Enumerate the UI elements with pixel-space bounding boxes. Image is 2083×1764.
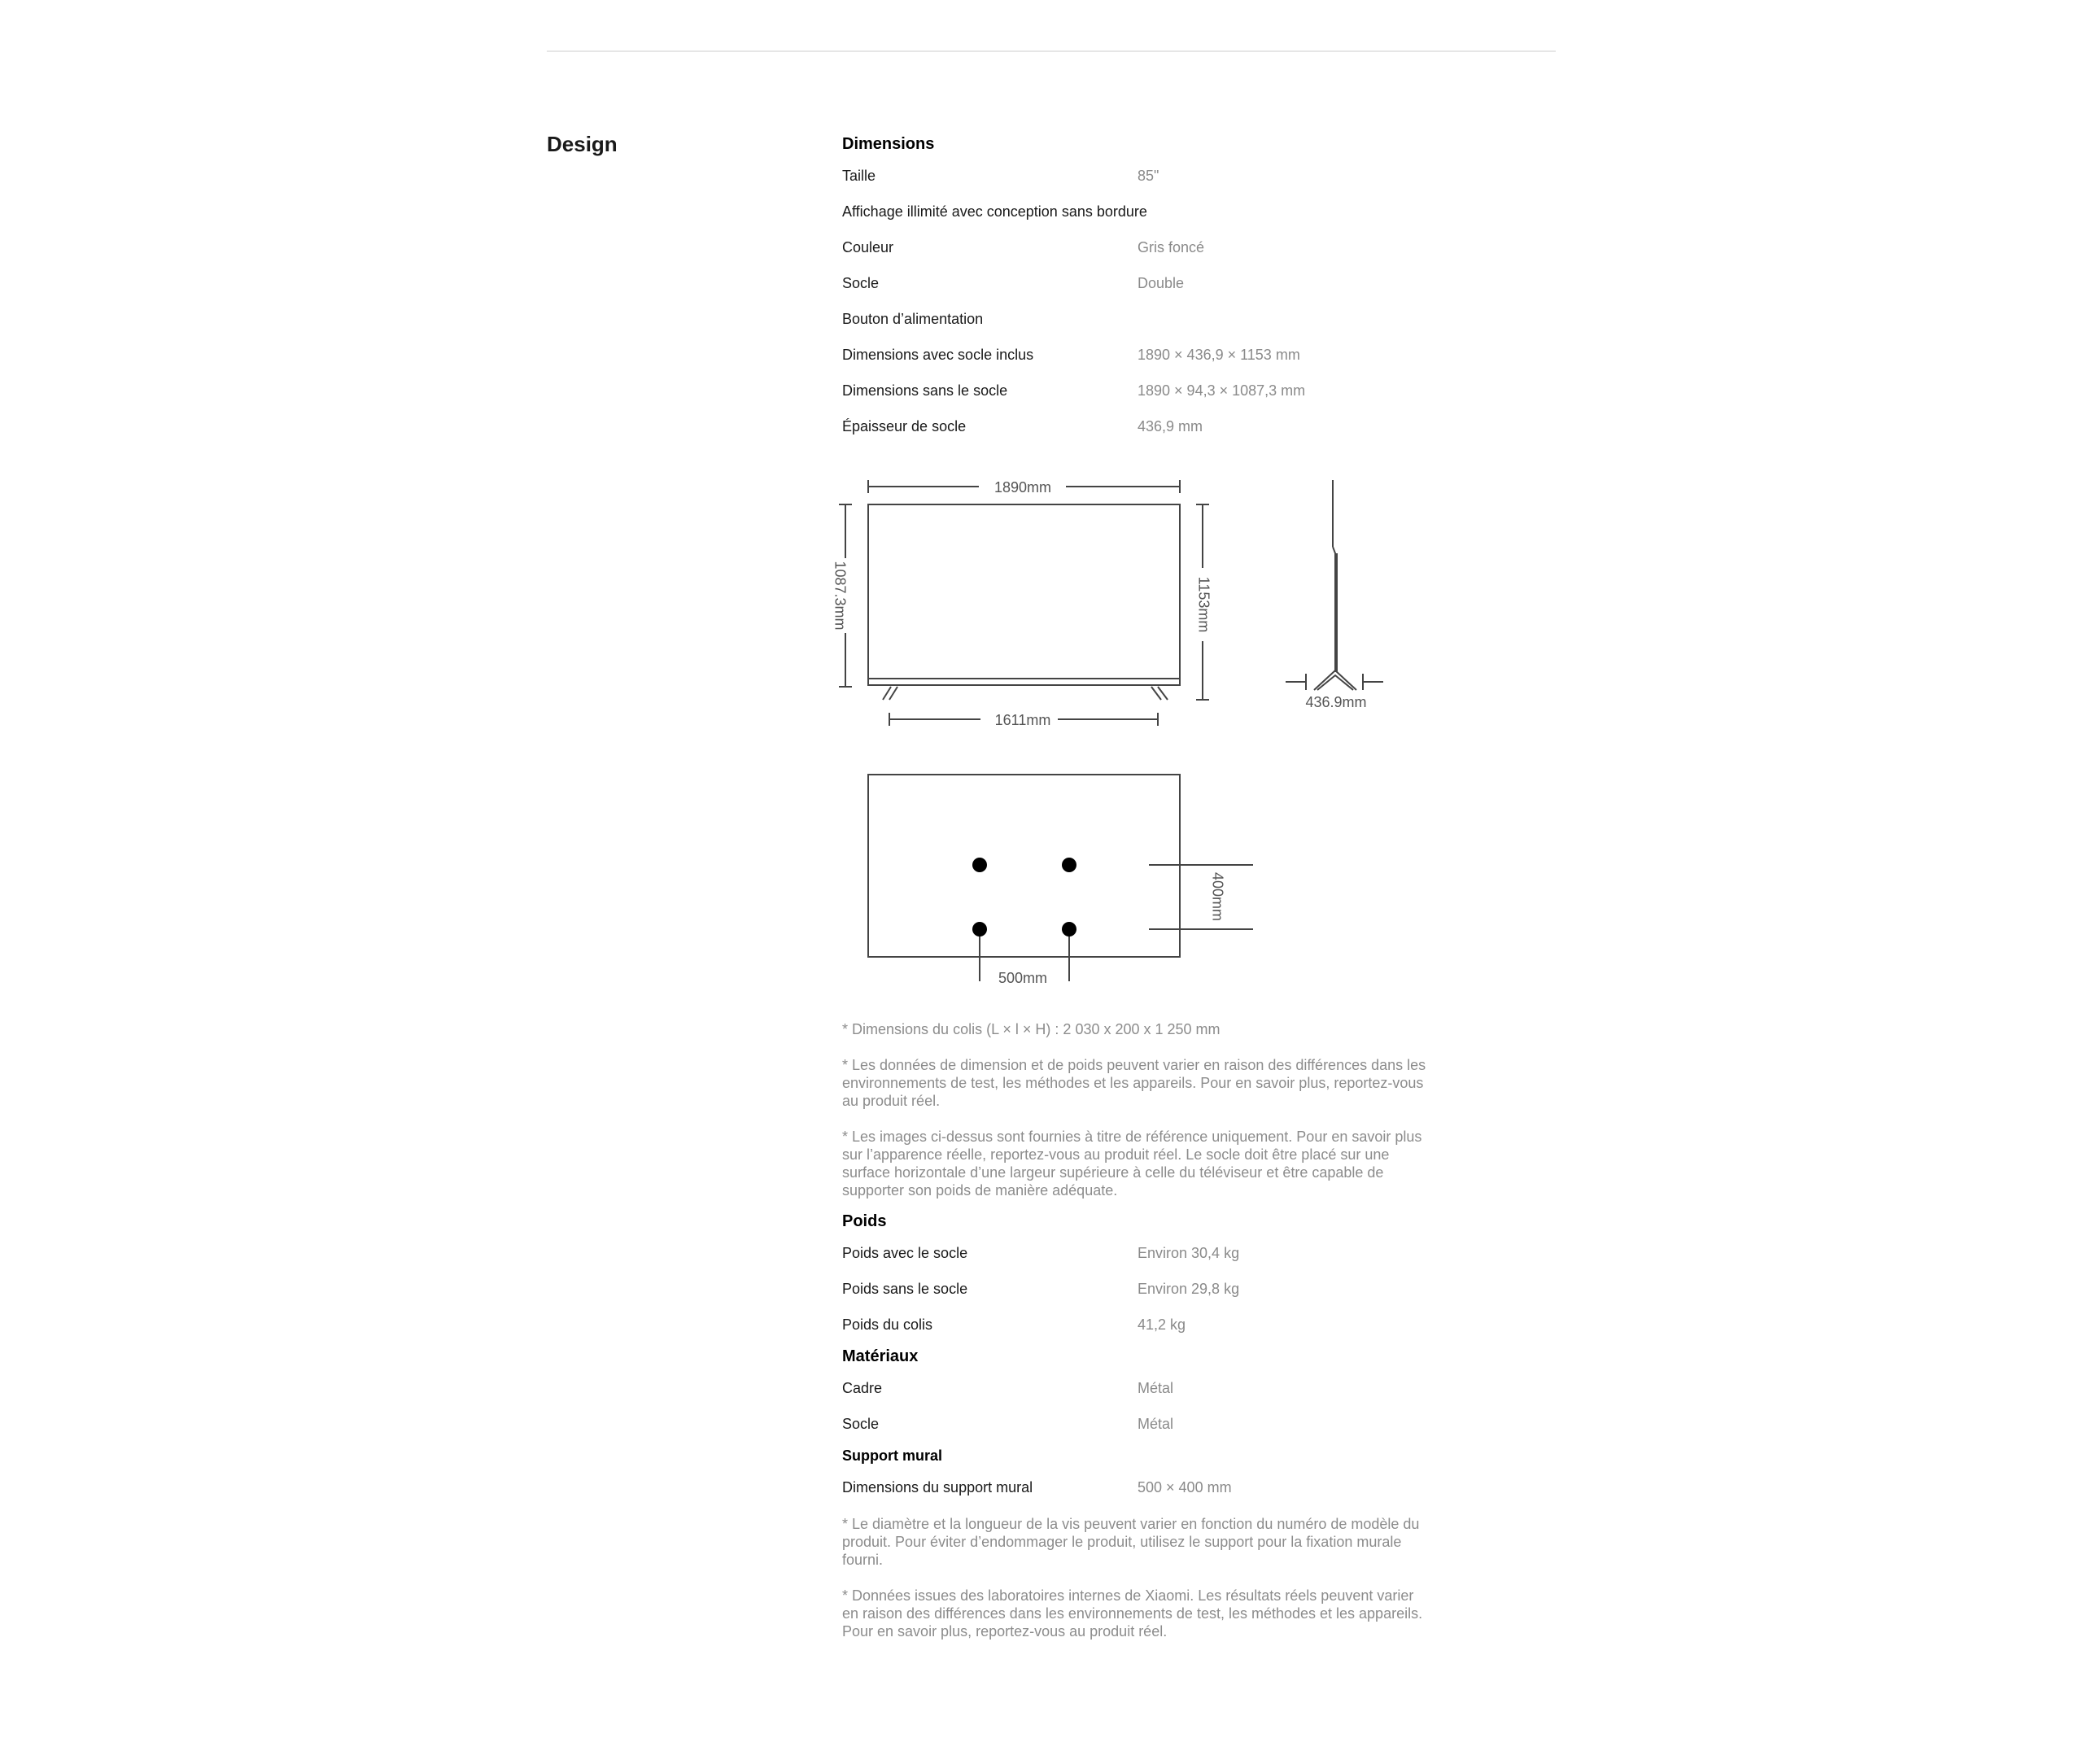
- spec-column: [832, 130, 1428, 1658]
- spec-row: [842, 1370, 1428, 1406]
- spec-label: Dimensions du support mural: [842, 1478, 1033, 1495]
- spec-row: [842, 194, 1428, 229]
- spec-label: Poids sans le socle: [842, 1280, 968, 1297]
- spec-value: 500 × 400 mm: [1138, 1478, 1232, 1495]
- note-package-dimensions: * Dimensions du colis (L × l × H) : 2 030 x 200 x 1 250 mm: [842, 1021, 1221, 1037]
- spec-value: Métal: [1138, 1415, 1174, 1432]
- spec-value: 1890 × 94,3 × 1087,3 mm: [1138, 382, 1306, 399]
- group-title-materials: Matériaux: [842, 1347, 919, 1365]
- spec-row: [842, 337, 1428, 373]
- spec-value: 41,2 kg: [1138, 1316, 1186, 1333]
- spec-label: Poids avec le socle: [842, 1244, 968, 1261]
- spec-row: [842, 1307, 1428, 1343]
- spec-row: [842, 408, 1428, 444]
- spec-value: 85": [1138, 167, 1159, 184]
- spec-row: [842, 1271, 1428, 1307]
- note-variation: * Les données de dimension et de poids peuvent varier en raison des différences dans les environnements de test, les méthodes et les appareils. Pour en savoir plus, reportez-vous au produit réel.: [842, 1057, 1426, 1109]
- spec-label: Épaisseur de socle: [842, 417, 967, 434]
- spec-label: Socle: [842, 1415, 880, 1432]
- spec-label: Socle: [842, 274, 880, 291]
- dimension-notes: [842, 1020, 1428, 1199]
- spec-row: [842, 158, 1428, 194]
- spec-label: Bouton d’alimentation: [842, 310, 984, 327]
- spec-value: Double: [1138, 274, 1185, 291]
- spec-row: [842, 229, 1428, 265]
- top-divider: [547, 50, 1556, 52]
- tv-dimension-diagram: [832, 452, 1428, 998]
- note-lab-data: * Données issues des laboratoires internes de Xiaomi. Les résultats réels peuvent varier en raison des différences dans les environnements de test, les méthodes et les appareils. Pour en savoir plus, reportez-vous au produit réel.: [842, 1587, 1423, 1640]
- spec-row: [842, 1406, 1428, 1442]
- spec-row: [842, 1235, 1428, 1271]
- spec-value: Métal: [1138, 1379, 1174, 1396]
- height-no-stand-label: 1087.3mm: [832, 561, 849, 631]
- group-title-weight: Poids: [842, 1212, 887, 1230]
- stand-span-label: 1611mm: [994, 712, 1051, 728]
- vesa-horizontal-label: 500mm: [998, 970, 1048, 986]
- spec-value: Environ 30,4 kg: [1138, 1244, 1240, 1261]
- note-images: * Les images ci-dessus sont fournies à titre de référence uniquement. Pour en savoir plus sur l’apparence réelle, reportez-vous au produit réel. Le socle doit être placé sur une surface horizontale d’une largeur supérieure à celle du téléviseur et être capable de supporter son poids de manière adéquate.: [842, 1129, 1422, 1199]
- spec-label: Dimensions sans le socle: [842, 382, 1008, 399]
- spec-row: [842, 301, 1428, 337]
- spec-row: [842, 1469, 1428, 1505]
- section-title: Design: [547, 132, 618, 156]
- spec-label: Taille: [842, 167, 876, 184]
- width-label: 1890mm: [993, 479, 1052, 496]
- note-screws: * Le diamètre et la longueur de la vis peuvent varier en fonction du numéro de modèle du produit. Pour éviter d’endommager le produit, utilisez le support pour la fixation murale fourni.: [842, 1516, 1420, 1568]
- spec-label: Affichage illimité avec conception sans bordure: [842, 203, 1147, 220]
- spec-label: Dimensions avec socle inclus: [842, 346, 1034, 363]
- group-title-dimensions: Dimensions: [842, 135, 935, 153]
- wall-notes: [842, 1515, 1428, 1640]
- vesa-vertical-label: 400mm: [1209, 871, 1226, 922]
- height-with-stand-label: 1153mm: [1195, 576, 1212, 633]
- spec-value: Environ 29,8 kg: [1138, 1280, 1240, 1297]
- spec-label: Couleur: [842, 238, 894, 255]
- spec-row: [842, 373, 1428, 408]
- spec-label: Poids du colis: [842, 1316, 933, 1333]
- spec-label: Cadre: [842, 1379, 883, 1396]
- spec-value: 1890 × 436,9 × 1153 mm: [1138, 346, 1300, 363]
- spec-value: 436,9 mm: [1138, 417, 1203, 434]
- spec-row: [842, 265, 1428, 301]
- group-title-wall-mount: Support mural: [842, 1447, 943, 1464]
- spec-value: Gris foncé: [1138, 238, 1205, 255]
- depth-label: 436.9mm: [1305, 694, 1367, 710]
